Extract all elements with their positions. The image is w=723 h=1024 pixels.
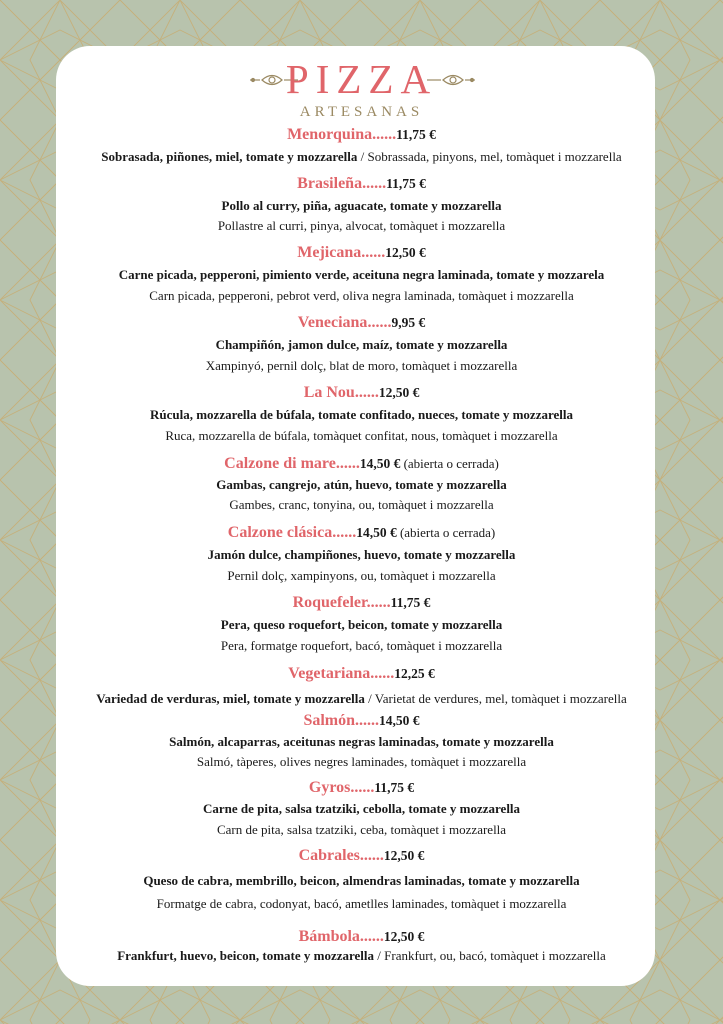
menu-item-heading: Mejicana......12,50 € — [297, 244, 426, 261]
pizza-price: 12,50 € — [385, 245, 426, 260]
menu-item-heading: Menorquina......11,75 € — [287, 126, 436, 143]
menu-item-description — [56, 149, 667, 165]
pizza-name: La Nou — [303, 384, 355, 401]
ingredients-es: Pollo al curry, piña, aguacate, tomate y mozzarella — [221, 198, 502, 213]
pizza-price: 11,75 € — [374, 780, 415, 795]
pizza-price: 12,25 € — [394, 666, 435, 681]
ingredients-es: Champiñón, jamon dulce, maíz, tomate y mozzarella — [215, 337, 508, 352]
pizza-price: 14,50 € — [359, 456, 401, 471]
pizza-price: 11,75 € — [390, 595, 431, 610]
pizza-name: Veneciana — [297, 314, 368, 331]
ingredients-es: Queso de cabra, membrillo, beicon, almendras laminadas, tomate y mozzarella — [143, 873, 580, 888]
pizza-name: Menorquina — [287, 126, 373, 143]
pizza-name: Vegetariana — [288, 665, 371, 682]
pizza-price: 11,75 € — [396, 127, 436, 142]
ingredients-ca: Xampinyó, pernil dolç, blat de moro, tomàquet i mozzarella — [205, 358, 518, 373]
ingredients-es: Gambas, cangrejo, atún, huevo, tomate y mozzarella — [216, 477, 507, 492]
ingredients-ca: Salmó, tàperes, olives negres laminades, tomàquet i mozzarella — [196, 754, 527, 769]
menu-item-description — [56, 691, 667, 707]
pizza-note: (abierta o cerrada) — [396, 525, 496, 540]
ingredients-es: Sobrasada, piñones, miel, tomate y mozzarella — [101, 149, 358, 164]
pizza-name: Brasileña — [297, 175, 363, 192]
separator: / — [364, 691, 375, 706]
menu-item-heading: Vegetariana......12,25 € — [288, 665, 435, 682]
page-title: PIZZA — [285, 56, 438, 102]
menu-item-heading: Salmón......14,50 € — [303, 712, 420, 729]
pizza-price: 12,50 € — [378, 385, 420, 400]
menu-item-heading: Cabrales......12,50 € — [298, 847, 425, 864]
ingredients-es: Rúcula, mozzarella de búfala, tomate confitado, nueces, tomate y mozzarella — [149, 407, 574, 422]
menu-item-heading: Veneciana......9,95 € — [297, 314, 426, 331]
ingredients-es: Frankfurt, huevo, beicon, tomate y mozzarella — [117, 948, 375, 963]
ingredients-ca: Pera, formatge roquefort, bacó, tomàquet i mozzarella — [220, 638, 503, 653]
ingredients-ca: Pollastre al curri, pinya, alvocat, tomàquet i mozzarella — [217, 218, 506, 233]
ingredients-ca: Frankfurt, ou, bacó, tomàquet i mozzarella — [384, 948, 606, 963]
page-subtitle: ARTESANAS — [299, 104, 424, 120]
ingredients-ca: Carn picada, pepperoni, pebrot verd, oliva negra laminada, tomàquet i mozzarella — [149, 288, 574, 303]
pizza-name: Mejicana — [297, 244, 362, 261]
menu-item-heading: Calzone clásica......14,50 € (abierta o cerrada) — [227, 524, 496, 541]
pizza-name: Calzone clásica — [227, 524, 333, 541]
menu-item-description — [56, 948, 667, 964]
menu-item-heading: Bámbola......12,50 € — [298, 928, 425, 945]
menu-item-heading: Brasileña......11,75 € — [297, 175, 426, 192]
ingredients-ca: Gambes, cranc, tonyina, ou, tomàquet i mozzarella — [229, 497, 494, 512]
ingredients-es: Carne picada, pepperoni, pimiento verde, aceituna negra laminada, tomate y mozzarela — [118, 267, 605, 282]
ingredients-es: Jamón dulce, champiñones, huevo, tomate y mozzarella — [207, 547, 516, 562]
pizza-note: (abierta o cerrada) — [400, 456, 499, 471]
pizza-name: Roquefeler — [292, 594, 367, 611]
ingredients-es: Pera, queso roquefort, beicon, tomate y mozzarella — [220, 617, 503, 632]
pizza-price: 14,50 € — [379, 713, 420, 728]
pizza-name: Bámbola — [298, 928, 360, 945]
pizza-price: 12,50 € — [383, 848, 425, 863]
ingredients-ca: Varietat de verdures, mel, tomàquet i mozzarella — [374, 691, 627, 706]
pizza-price: 12,50 € — [383, 929, 425, 944]
ingredients-es: Variedad de verduras, miel, tomate y mozzarella — [96, 691, 365, 706]
pizza-name: Cabrales — [298, 847, 360, 864]
pizza-name: Gyros — [308, 779, 351, 796]
pizza-name: Calzone di mare — [224, 455, 336, 472]
separator: / — [357, 149, 368, 164]
pizza-price: 9,95 € — [391, 315, 426, 330]
ingredients-ca: Ruca, mozzarella de búfala, tomàquet confitat, nous, tomàquet i mozzarella — [165, 428, 558, 443]
menu-item-heading: Gyros......11,75 € — [308, 779, 415, 796]
pizza-price: 11,75 € — [386, 176, 426, 191]
ingredients-es: Carne de pita, salsa tzatziki, cebolla, tomate y mozzarella — [202, 801, 521, 816]
menu-item-heading: Roquefeler......11,75 € — [292, 594, 431, 611]
pizza-name: Salmón — [303, 712, 356, 729]
menu-item-heading: Calzone di mare......14,50 € (abierta o cerrada) — [224, 455, 499, 472]
ingredients-ca: Formatge de cabra, codonyat, bacó, ametlles laminades, tomàquet i mozzarella — [156, 896, 567, 911]
ingredients-ca: Sobrassada, pinyons, mel, tomàquet i mozzarella — [367, 149, 622, 164]
separator: / — [374, 948, 385, 963]
pizza-price: 14,50 € — [356, 525, 397, 540]
ingredients-ca: Carn de pita, salsa tzatziki, ceba, tomàquet i mozzarella — [216, 822, 507, 837]
ingredients-ca: Pernil dolç, xampinyons, ou, tomàquet i mozzarella — [227, 568, 496, 583]
ingredients-es: Salmón, alcaparras, aceitunas negras laminadas, tomate y mozzarella — [169, 734, 554, 749]
menu-item-heading: La Nou......12,50 € — [303, 384, 420, 401]
